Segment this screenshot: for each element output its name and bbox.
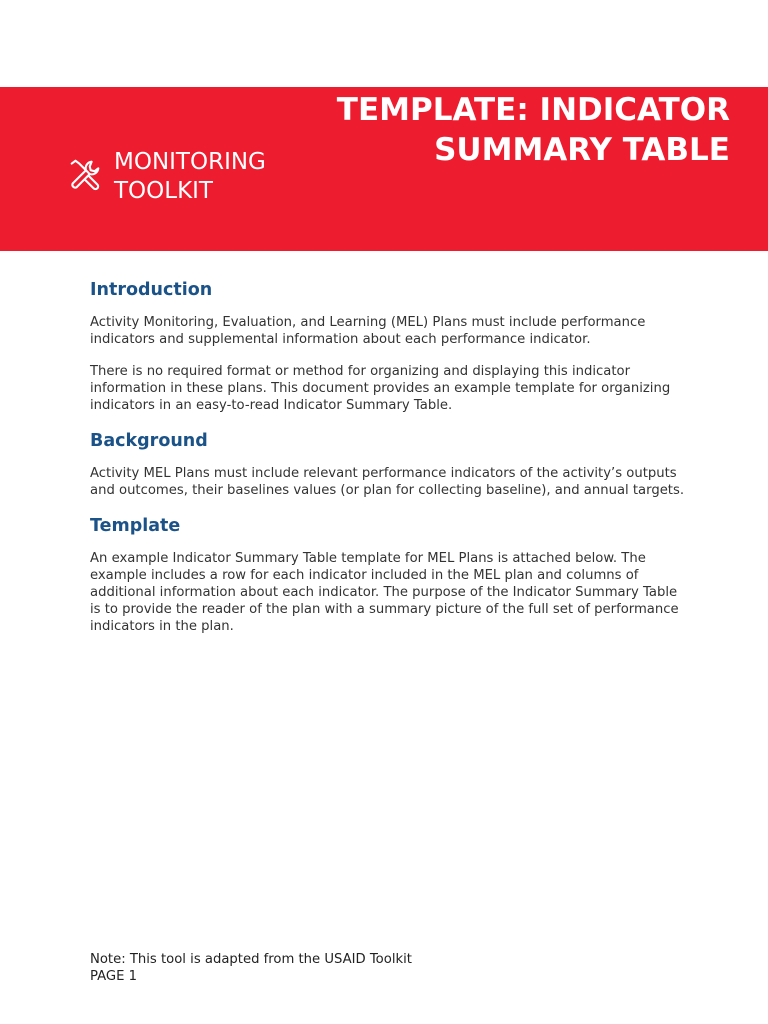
brand-line-2: TOOLKIT <box>114 178 213 204</box>
section-introduction <box>90 278 690 414</box>
document-body <box>90 278 690 650</box>
section-heading: Introduction <box>90 280 213 300</box>
tools-icon <box>66 156 104 194</box>
paragraph: Activity MEL Plans must include relevant performance indicators of the activity’s outputs and outcomes, their baselines values (or plan for collecting baseline), and annual targets. <box>90 466 685 498</box>
footer-note: Note: This tool is adapted from the USAID Toolkit <box>90 952 412 967</box>
paragraph: Activity Monitoring, Evaluation, and Learning (MEL) Plans must include performance indicators and supplemental information about each performance indicator. <box>90 315 646 347</box>
title-line-2: SUMMARY TABLE <box>434 132 730 168</box>
paragraph: There is no required format or method for organizing and displaying this indicator information in these plans. This document provides an example template for organizing indicators in an easy-to-read Indicator Summary Table. <box>90 364 671 413</box>
section-background <box>90 429 690 499</box>
toolkit-brand <box>66 148 266 206</box>
document-title <box>270 90 730 170</box>
brand-line-1: MONITORING <box>114 149 266 175</box>
section-heading: Template <box>90 516 181 536</box>
paragraph: An example Indicator Summary Table template for MEL Plans is attached below. The example includes a row for each indicator included in the MEL plan and columns of additional information about each indicator. The purpose of the Indicator Summary Table is to provide the reader of the plan with a summary picture of the full set of performance indicators in the plan. <box>90 551 679 634</box>
section-heading: Background <box>90 431 208 451</box>
section-template <box>90 514 690 635</box>
brand-name <box>114 148 266 206</box>
title-line-1: TEMPLATE: INDICATOR <box>336 92 730 128</box>
page-number: PAGE 1 <box>90 969 138 984</box>
page-footer <box>90 951 412 985</box>
